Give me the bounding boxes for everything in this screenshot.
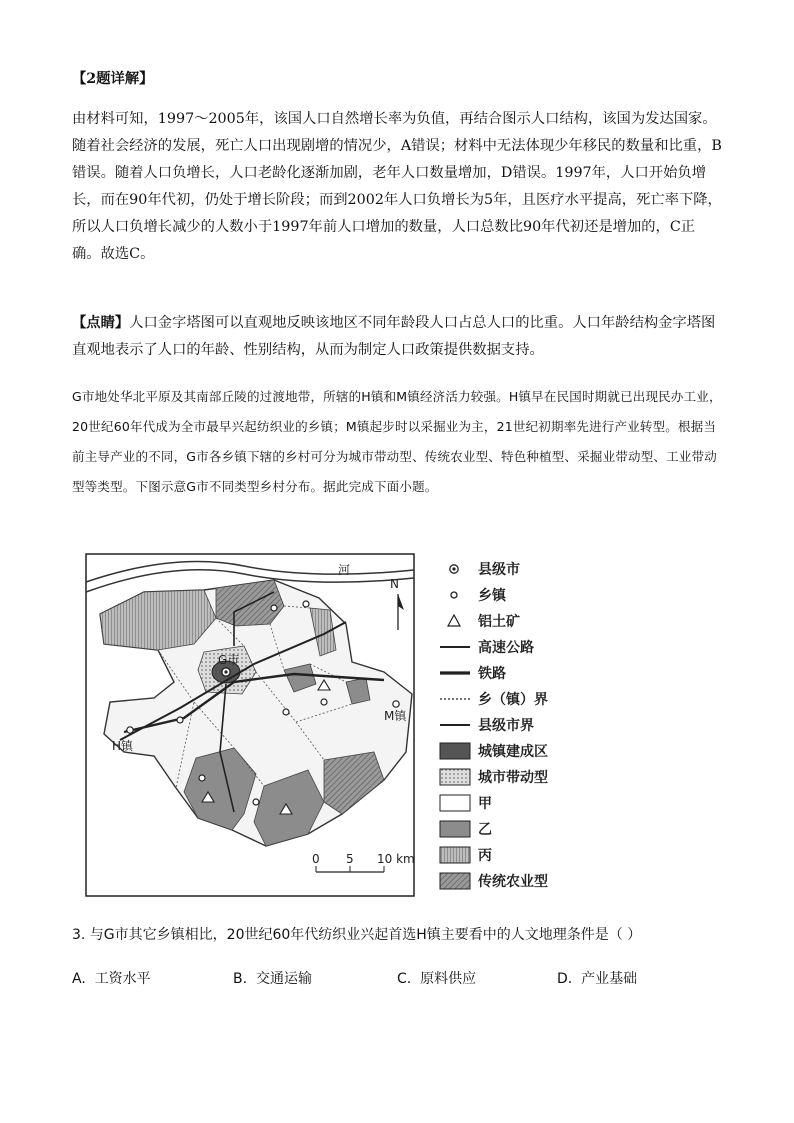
legend-traditional-ag: 传统农业型 — [478, 874, 548, 890]
legend-built-up-icon — [440, 743, 470, 759]
option-d[interactable] — [557, 968, 637, 988]
option-a-letter: A. — [72, 971, 86, 987]
north-label: N — [390, 577, 399, 591]
village-type-map — [84, 552, 594, 898]
scale-tick-5: 5 — [346, 852, 354, 866]
comment-paragraph — [72, 310, 722, 364]
option-b-letter: B. — [233, 971, 248, 987]
legend-railway: 铁路 — [478, 666, 506, 682]
legend-type-yi-icon — [440, 821, 470, 837]
option-b[interactable] — [233, 968, 312, 988]
legend-built-up: 城镇建成区 — [478, 744, 548, 760]
m-town-label: M镇 — [384, 709, 407, 723]
village-type-map-figure — [84, 552, 594, 898]
option-a[interactable] — [72, 968, 151, 988]
option-c-text: 原料供应 — [420, 971, 477, 987]
legend-urban-driven: 城市带动型 — [478, 770, 548, 786]
scale-tick-10: 10 km — [377, 852, 415, 866]
option-d-text: 产业基础 — [581, 971, 638, 987]
legend-town: 乡镇 — [478, 588, 506, 604]
h-town-label: H镇 — [112, 739, 134, 753]
legend-urban-driven-icon — [440, 769, 470, 785]
legend-bauxite-icon — [448, 615, 460, 626]
comment-body: 人口金字塔图可以直观地反映该地区不同年龄段人口占总人口的比重。人口年龄结构金字塔图直观地表示了人口的年龄、性别结构，从而为制定人口政策提供数据支持。 — [72, 315, 716, 358]
legend-bauxite: 铝土矿 — [478, 614, 520, 630]
scale-tick-0: 0 — [312, 852, 320, 866]
q2-detail-heading: 【2题详解】 — [72, 71, 154, 87]
legend-type-jia: 甲 — [478, 796, 492, 812]
map-legend — [440, 561, 548, 890]
legend-type-yi: 乙 — [478, 822, 492, 838]
option-b-text: 交通运输 — [255, 971, 312, 987]
option-a-text: 工资水平 — [94, 971, 151, 987]
question-3-stem: 3. 与G市其它乡镇相比，20世纪60年代纺织业兴起首选H镇主要看中的人文地理条件是（ ） — [72, 927, 642, 943]
option-c[interactable] — [397, 968, 476, 988]
comment-heading: 【点睛】 — [72, 315, 130, 331]
legend-town-icon — [451, 592, 457, 598]
passage: G市地处华北平原及其南部丘陵的过渡地带，所辖的H镇和M镇经济活力较强。H镇早在民国时期就已出现民办工业，20世纪60年代成为全市最早兴起纺织业的乡镇；M镇起步时以采掘业为主，21世纪初期率先进行产业转型。根据当前主导产业的不同，G市各乡镇下辖的乡村可分为城市带动型、传统农业型、特色种植型、采掘业带动型、工业带动型等类型。下图示意G市不同类型乡村分布。据此完成下面小题。 — [72, 389, 722, 494]
legend-county-boundary: 县级市界 — [478, 718, 534, 734]
g-city-label: G市 — [218, 653, 240, 667]
traditional-ag-zone-north — [216, 580, 284, 626]
legend-type-bing: 丙 — [478, 848, 492, 864]
legend-type-bing-icon — [440, 847, 470, 863]
legend-expressway: 高速公路 — [478, 640, 534, 656]
river-label-right: 河 — [338, 563, 351, 577]
option-c-letter: C. — [397, 971, 412, 987]
q2-detail-body: 由材料可知，1997～2005年，该国人口自然增长率为负值，再结合图示人口结构，该国为发达国家。随着社会经济的发展，死亡人口出现剧增的情况少，A错误；材料中无法体现少年移民的数量和比重，B错误。随着人口负增长，人口老龄化逐渐加剧，老年人口数量增加，D错误。1997年，人口开始负增长，而在90年代初，仍处于增长阶段；而到2002年人口负增长为5年，且医疗水平提高，死亡率下降，所以人口负增长减少的人数小于1997年前人口增加的数量，人口总数比90年代初还是增加的，C正确。故选C。 — [72, 111, 722, 262]
legend-traditional-ag-icon — [440, 873, 470, 889]
legend-township-boundary: 乡（镇）界 — [478, 692, 548, 708]
legend-type-jia-icon — [440, 795, 470, 811]
option-d-letter: D. — [557, 971, 573, 987]
legend-county-city: 县级市 — [478, 562, 520, 578]
